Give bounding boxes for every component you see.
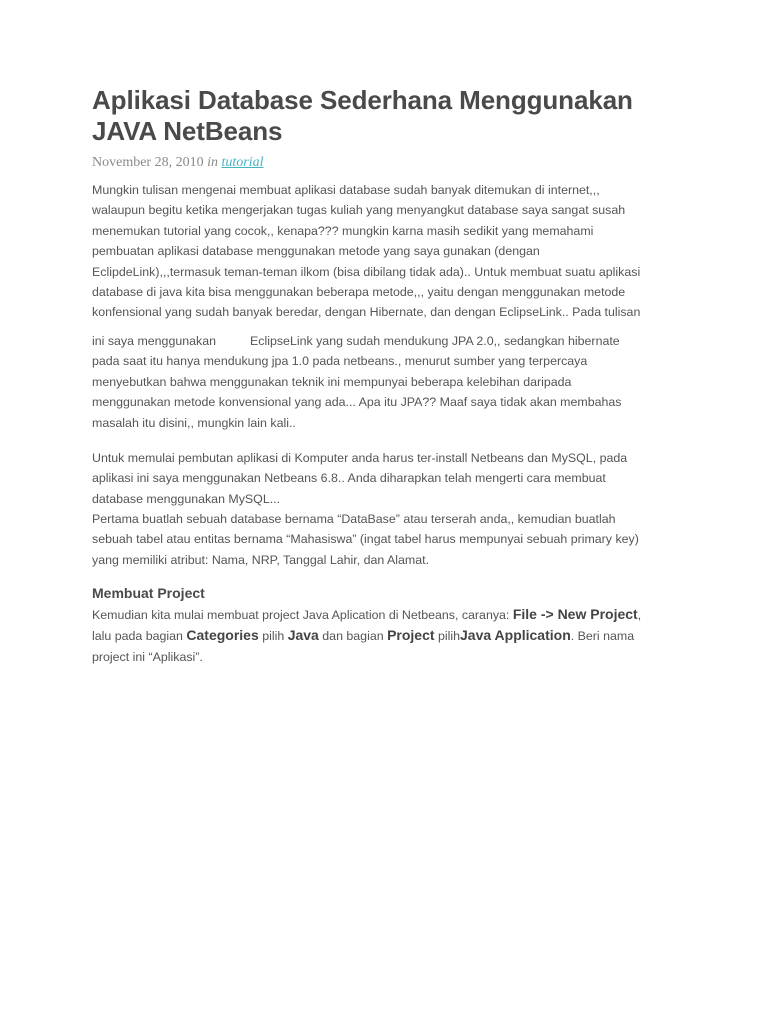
text-line: sebuah tabel atau entitas bernama “Mahasiswa” (ingat tabel harus mempunyai sebuah primary key) (92, 532, 639, 547)
text-line: menyebutkan bahwa menggunakan teknik ini mempunyai beberapa kelebihan daripada (92, 374, 572, 389)
text-line: database di java kita bisa menggunakan beberapa metode,,, yaitu dengan menggunakan metode (92, 285, 626, 300)
text-line: masalah itu disini,, mungkin lain kali.. (92, 415, 296, 430)
text-fragment: , (637, 608, 642, 622)
text-line: Pertama buatlah sebuah database bernama “DataBase” atau terserah anda,, kemudian buatlah (92, 512, 616, 526)
text-fragment: Kemudian kita mulai membuat project Java Aplication di Netbeans, caranya: (92, 608, 513, 622)
text-line: pembuatan aplikasi database menggunakan metode yang saya gunakan (dengan (92, 244, 540, 259)
text-line: walaupun begitu ketika mengerjakan tugas kuliah yang menyangkut database saya sangat susah (92, 203, 626, 218)
bold-java-application: Java Application (460, 627, 571, 644)
text-fragment: pilih (258, 629, 288, 644)
bold-project: Project (387, 627, 435, 644)
paragraph-requirements (92, 448, 692, 509)
text-line: pada saat itu hanya mendukung jpa 1.0 pada netbeans., menurut sumber yang terpercaya (92, 354, 588, 369)
text-fragment: EclipseLink yang sudah mendukung JPA 2.0,, sedangkan hibernate (250, 334, 620, 348)
section-heading: Membuat Project (92, 585, 205, 601)
paragraph-database-setup (92, 509, 692, 570)
text-line: database menggunakan MySQL... (92, 491, 281, 506)
article (92, 85, 692, 664)
text-fragment: pilih (434, 629, 461, 644)
text-line: yang memiliki atribut: Nama, NRP, Tanggal Lahir, dan Alamat. (92, 552, 430, 567)
text-line: Untuk memulai pembutan aplikasi di Komputer anda harus ter-install Netbeans dan MySQL, pada (92, 451, 628, 465)
text-line (92, 625, 692, 646)
in-label: in (207, 155, 218, 170)
text-line: project ini “Aplikasi”. (92, 649, 203, 664)
bold-menu-path: File -> New Project (512, 606, 638, 622)
bold-java: Java (287, 627, 319, 644)
text-line (92, 604, 692, 625)
category-link[interactable]: tutorial (221, 155, 264, 170)
paragraph-intro (92, 180, 692, 323)
text-line (92, 331, 692, 351)
title-line-2: JAVA NetBeans (92, 116, 283, 146)
article-title (92, 85, 692, 147)
text-fragment: ini saya menggunakan (92, 334, 216, 348)
text-line: Mungkin tulisan mengenai membuat aplikasi database sudah banyak ditemukan di internet,,, (92, 183, 600, 197)
paragraph-create-project (92, 604, 692, 667)
text-line: aplikasi ini saya menggunakan Netbeans 6.8.. Anda diharapkan telah mengerti cara membuat (92, 471, 606, 486)
text-line: konfensional yang sudah banyak beredar, dengan Hibernate, dan dengan EclipseLink.. Pada tulisan (92, 305, 641, 320)
title-line-1: Aplikasi Database Sederhana Menggunakan (92, 85, 633, 115)
text-line: menemukan tutorial yang cocok,, kenapa??? mungkin karna masih sedikit yang memahami (92, 223, 594, 238)
post-meta (92, 155, 692, 175)
post-date: November 28, 2010 (92, 155, 204, 170)
paragraph-eclipselink (92, 331, 692, 433)
bold-categories: Categories (186, 627, 259, 644)
text-line: EclipdeLink),,,termasuk teman-teman ilkom (bisa dibilang tidak ada).. Untuk membuat suatu aplikasi (92, 264, 641, 279)
text-fragment: lalu pada bagian (92, 629, 187, 644)
text-fragment: dan bagian (318, 629, 388, 644)
text-line: menggunakan metode konvensional yang ada... Apa itu JPA?? Maaf saya tidak akan membahas (92, 395, 622, 410)
text-fragment: . Beri nama (570, 629, 635, 644)
